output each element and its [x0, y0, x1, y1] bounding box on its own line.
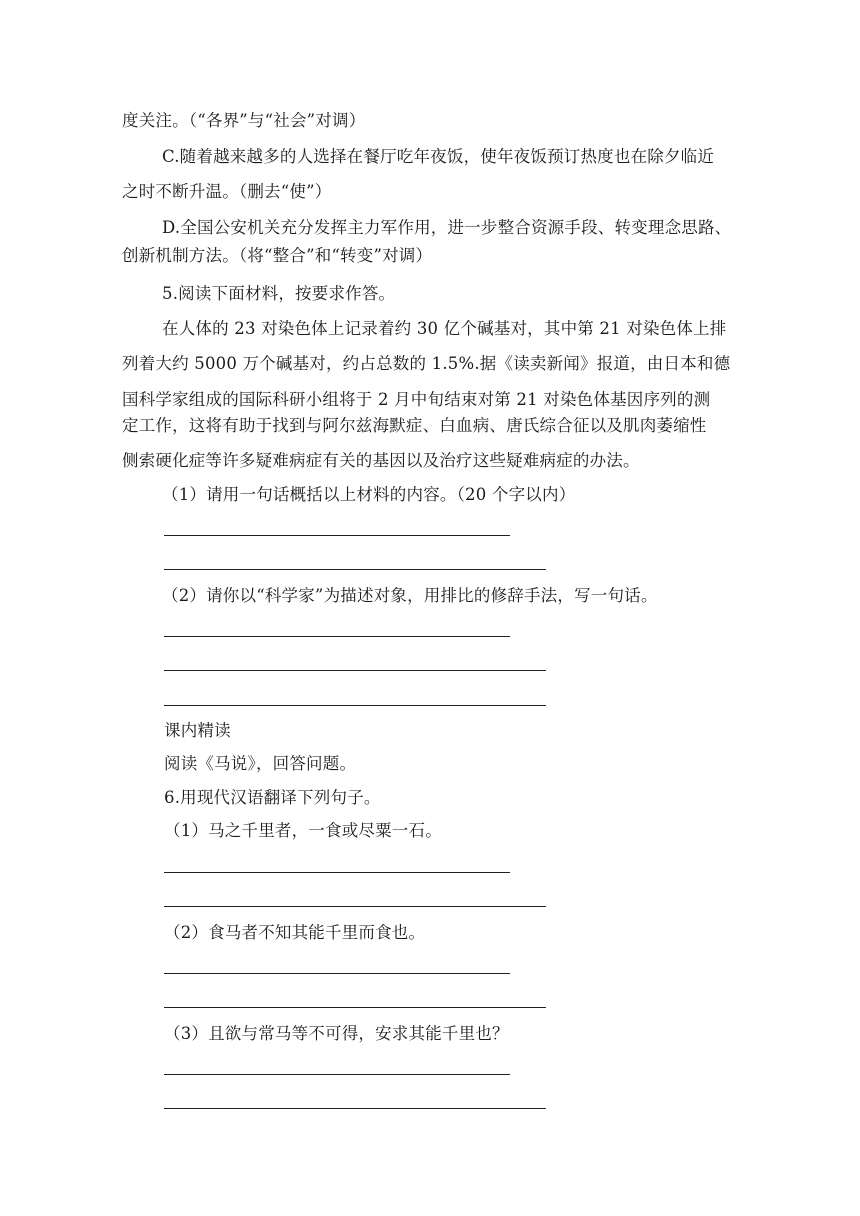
answer-line[interactable] [164, 973, 510, 974]
passage-line-2: 列着大约 5000 万个碱基对，约占总数的 1.5%.据《读卖新闻》报道，由日本和德 [122, 354, 731, 373]
question-5-sub1: （1）请用一句话概括以上材料的内容。（20 个字以内） [162, 485, 576, 504]
question-6-sentence-1: （1）马之千里者，一食或尽粟一石。 [164, 821, 442, 840]
option-d-line1: D.全国公安机关充分发挥主力军作用，进一步整合资源手段、转变理念思路、 [162, 218, 732, 237]
section-instruction: 阅读《马说》，回答问题。 [164, 754, 357, 773]
option-c-line2: 之时不断升温。（删去“使”） [122, 182, 332, 201]
option-d-line2: 创新机制方法。（将“整合”和“转变”对调） [122, 246, 433, 265]
question-6-sentence-2: （2）食马者不知其能千里而食也。 [164, 923, 426, 942]
passage-line-5: 侧索硬化症等许多疑难病症有关的基因以及治疗这些疑难病症的办法。 [122, 451, 640, 470]
answer-line[interactable] [164, 535, 510, 536]
passage-line-4: 定工作，这将有助于找到与阿尔兹海默症、白血病、唐氏综合征以及肌肉萎缩性 [122, 416, 707, 435]
answer-line[interactable] [164, 705, 546, 706]
option-c-line1: C.随着越来越多的人选择在餐厅吃年夜饭，使年夜饭预订热度也在除夕临近 [162, 147, 715, 166]
section-title: 课内精读 [164, 721, 231, 740]
answer-line[interactable] [164, 636, 510, 637]
answer-line[interactable] [164, 1108, 546, 1109]
question-5-prompt: 5.阅读下面材料，按要求作答。 [162, 284, 396, 303]
passage-line-3: 国科学家组成的国际科研小组将于 2 月中旬结束对第 21 对染色体基因序列的测 [122, 390, 711, 409]
option-b-tail: 度关注。（“各界”与“社会”对调） [122, 111, 366, 130]
passage-line-1: 在人体的 23 对染色体上记录着约 30 亿个碱基对，其中第 21 对染色体上排 [162, 319, 727, 338]
answer-line[interactable] [164, 872, 510, 873]
answer-line[interactable] [164, 569, 546, 570]
answer-line[interactable] [164, 906, 546, 907]
question-6-sentence-3: （3）且欲与常马等不可得，安求其能千里也？ [164, 1024, 509, 1043]
question-5-sub2: （2）请你以“科学家”为描述对象，用排比的修辞手法，写一句话。 [162, 586, 658, 605]
answer-line[interactable] [164, 1074, 510, 1075]
answer-line[interactable] [164, 670, 546, 671]
question-6-prompt: 6.用现代汉语翻译下列句子。 [164, 788, 381, 807]
answer-line[interactable] [164, 1007, 546, 1008]
